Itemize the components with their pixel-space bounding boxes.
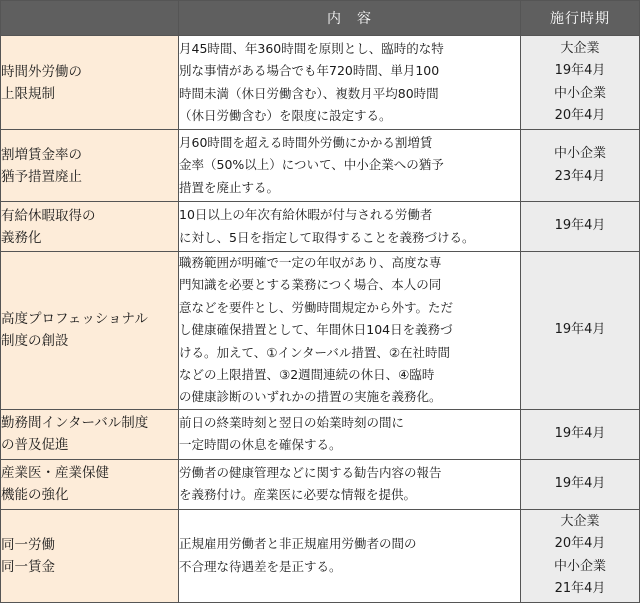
- row-effective-date-line: 大企業: [560, 40, 600, 56]
- row-effective-date-line: 20年4月: [554, 107, 606, 123]
- row-effective-date-line: 19年4月: [554, 322, 606, 338]
- header-date: 施行時期: [521, 1, 640, 36]
- row-content-line: 職務範囲が明確で一定の年収があり、高度な専: [179, 255, 442, 270]
- table-row: [1, 252, 640, 410]
- row-content: [179, 252, 521, 410]
- row-content-line: 措置を廃止する。: [179, 179, 280, 195]
- row-effective-date-line: 中小企業: [553, 146, 606, 162]
- row-effective-date-line: 大企業: [560, 514, 600, 530]
- row-item-label-line: 産業医・産業保健: [1, 465, 109, 482]
- table-row: [1, 130, 640, 202]
- row-content-line: の健康診断のいずれかの措置の実施を義務化。: [179, 389, 442, 405]
- row-item-label-line: 割増賃金率の: [1, 146, 82, 163]
- row-effective-date: [521, 36, 640, 130]
- row-effective-date-line: 19年4月: [554, 426, 606, 442]
- row-effective-date-line: 19年4月: [554, 218, 606, 234]
- row-effective-date: [521, 409, 640, 459]
- row-item-label: [1, 252, 179, 410]
- row-effective-date-line: 20年4月: [554, 536, 606, 552]
- table-row: [1, 36, 640, 130]
- row-effective-date: [521, 509, 640, 602]
- row-content-line: 別な事情がある場合でも年720時間、単月100: [179, 63, 440, 79]
- row-content-line: 労働者の健康管理などに関する勧告内容の報告: [179, 464, 442, 480]
- row-item-label-line: 同一賃金: [1, 558, 55, 575]
- row-item-label: [1, 509, 179, 602]
- table-body: [1, 36, 640, 603]
- row-content-line: し健康確保措置として、年間休日104日を義務づ: [179, 322, 453, 338]
- row-content: [179, 36, 521, 130]
- row-content-line: 一定時間の休息を確保する。: [179, 437, 342, 453]
- table-row: [1, 202, 640, 252]
- row-content-line: 時間未満（休日労働含む）、複数月平均80時間: [179, 85, 439, 101]
- row-effective-date-line: 中小企業: [553, 85, 606, 101]
- row-item-label: [1, 409, 179, 459]
- header-item-blank: [1, 1, 179, 36]
- row-content-line: 不合理な待遇差を是正する。: [179, 558, 342, 574]
- row-effective-date-line: 21年4月: [554, 581, 606, 597]
- row-content-line: （休日労働含む）を限度に設定する。: [179, 107, 392, 123]
- row-item-label: [1, 459, 179, 509]
- row-effective-date-line: 23年4月: [554, 168, 606, 184]
- row-content-line: などの上限措置、③2週間連続の休日、④臨時: [179, 367, 435, 383]
- row-content-line: 正規雇用労働者と非正規雇用労働者の間の: [179, 536, 417, 552]
- header-row: [1, 1, 640, 36]
- row-item-label-line: 上限規制: [1, 85, 55, 102]
- row-content-line: に対し、5日を指定して取得することを義務づける。: [179, 229, 475, 245]
- row-item-label-line: 猶予措置廃止: [1, 168, 82, 185]
- row-item-label-line: 勤務間インターバル制度: [1, 415, 149, 432]
- row-item-label-line: 高度プロフェッショナル: [1, 311, 148, 328]
- row-content: [179, 409, 521, 459]
- row-content-line: ける。加えて、①インターバル措置、②在社時間: [179, 344, 451, 360]
- table-row: [1, 409, 640, 459]
- row-item-label-line: 同一労働: [1, 536, 55, 553]
- row-content: [179, 459, 521, 509]
- row-effective-date: [521, 202, 640, 252]
- row-item-label-line: 有給休暇取得の: [1, 207, 96, 224]
- row-effective-date-line: 19年4月: [554, 476, 606, 492]
- row-content: [179, 202, 521, 252]
- table-row: [1, 509, 640, 602]
- row-content-line: を義務付け。産業医に必要な情報を提供。: [179, 487, 417, 503]
- row-content-line: 月60時間を超える時間外労働にかかる割増賃: [179, 134, 433, 150]
- row-content-line: 前日の終業時刻と翌日の始業時刻の間に: [179, 414, 405, 430]
- row-item-label: [1, 202, 179, 252]
- row-content-line: 意などを要件とし、労働時間規定から外す。ただ: [179, 299, 454, 315]
- row-content-line: 月45時間、年360時間を原則とし、臨時的な特: [179, 40, 444, 56]
- row-item-label-line: の普及促進: [1, 437, 69, 454]
- row-item-label-line: 義務化: [1, 229, 42, 246]
- row-effective-date-line: 19年4月: [554, 63, 606, 79]
- row-content-line: 門知識を必要とする業務につく場合、本人の同: [179, 277, 442, 293]
- row-item-label-line: 機能の強化: [1, 487, 69, 504]
- header-content: 内 容: [179, 1, 521, 36]
- row-effective-date: [521, 459, 640, 509]
- row-content-line: 10日以上の年次有給休暇が付与される労働者: [179, 207, 433, 223]
- row-content: [179, 130, 521, 202]
- row-item-label: [1, 36, 179, 130]
- row-content-line: 金率（50%以上）について、中小企業への猶予: [179, 157, 444, 173]
- row-item-label-line: 時間外労働の: [1, 63, 82, 80]
- row-effective-date: [521, 130, 640, 202]
- row-item-label: [1, 130, 179, 202]
- row-effective-date-line: 中小企業: [553, 558, 606, 574]
- row-content: [179, 509, 521, 602]
- row-item-label-line: 制度の創設: [1, 333, 69, 350]
- row-effective-date: [521, 252, 640, 410]
- table-row: [1, 459, 640, 509]
